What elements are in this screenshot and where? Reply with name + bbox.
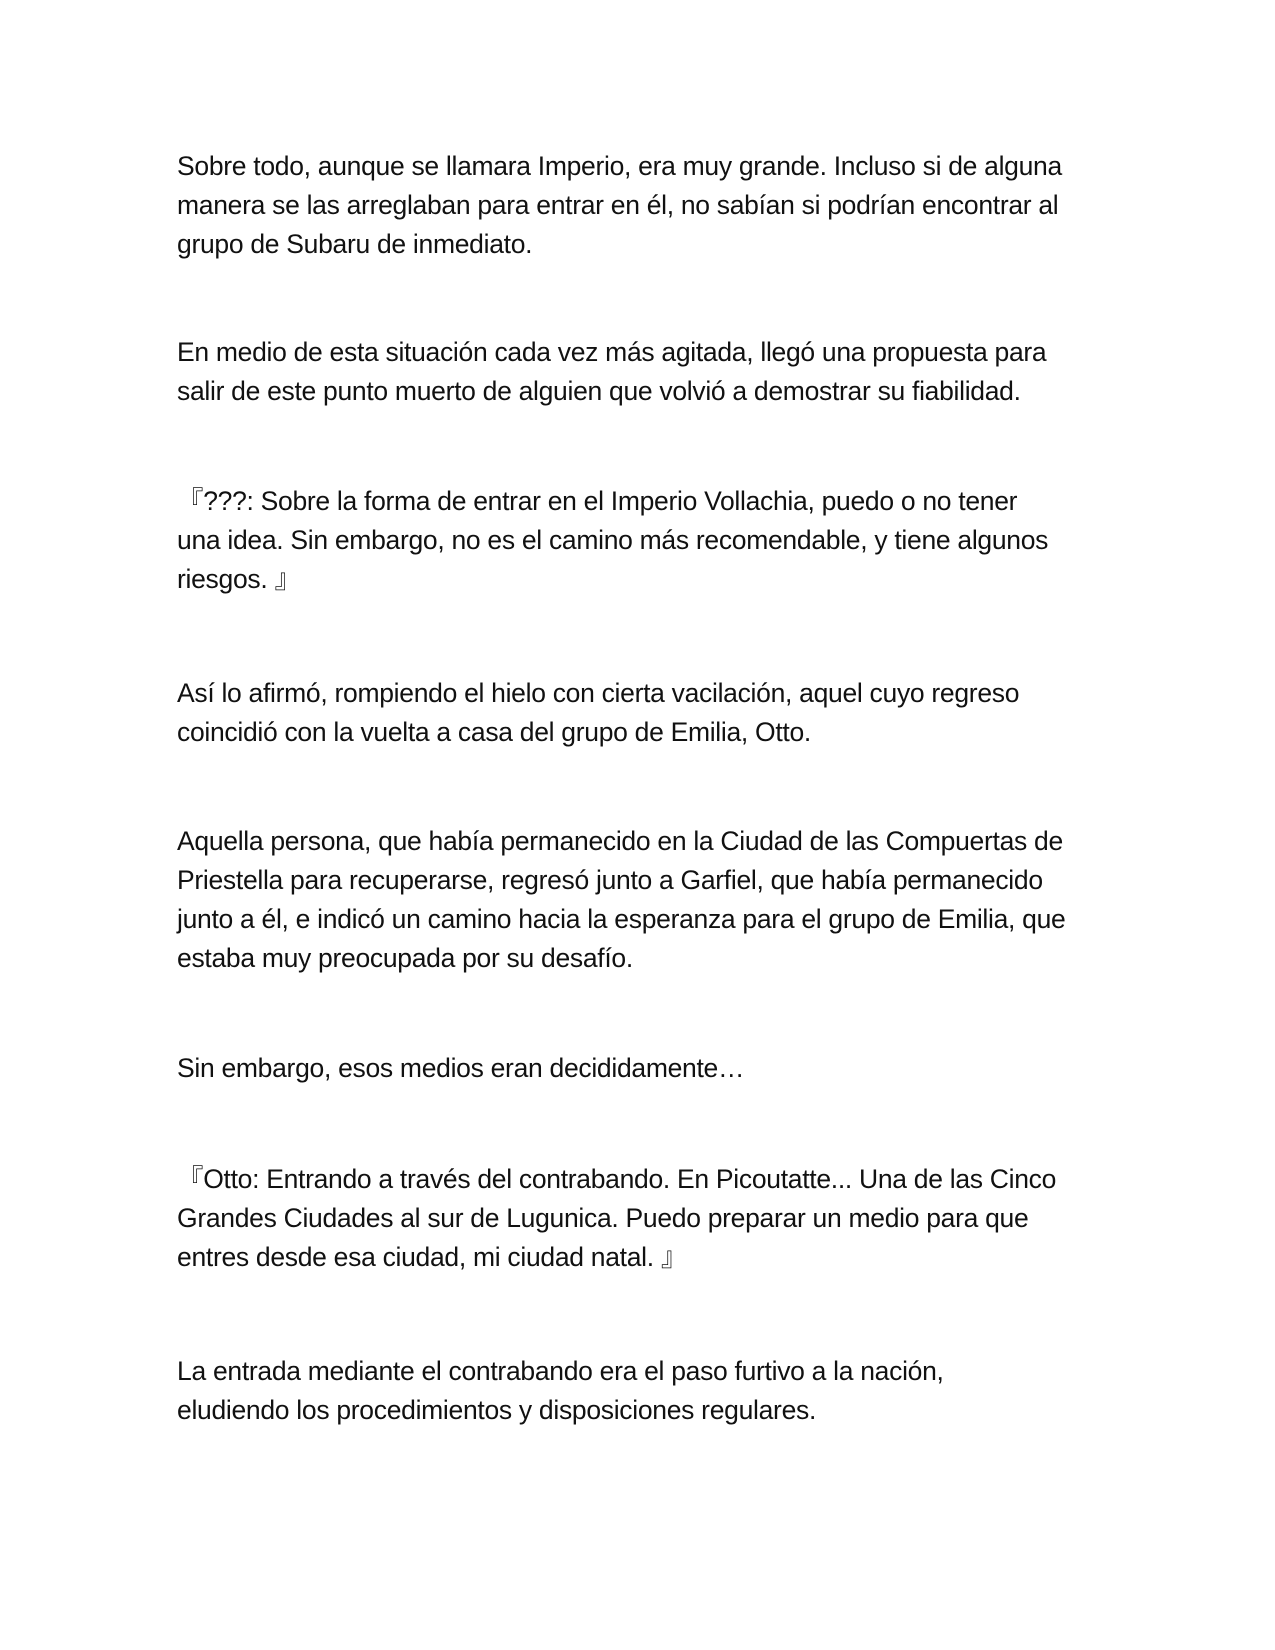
paragraph-line: riesgos. 』 <box>177 564 301 594</box>
paragraph-8 <box>177 1352 1097 1430</box>
paragraph-1 <box>177 147 1097 264</box>
paragraph-line: 『Otto: Entrando a través del contrabando. En Picoutatte... Una de las Cinco <box>177 1164 1057 1194</box>
dialogue-paragraph-1 <box>177 482 1097 599</box>
paragraph-line: Grandes Ciudades al sur de Lugunica. Puedo preparar un medio para que <box>177 1203 1029 1233</box>
paragraph-line: 『???: Sobre la forma de entrar en el Imperio Vollachia, puedo o no tener <box>177 486 1018 516</box>
paragraph-2 <box>177 333 1097 411</box>
paragraph-line: entres desde esa ciudad, mi ciudad natal. 』 <box>177 1242 688 1272</box>
paragraph-line: La entrada mediante el contrabando era el paso furtivo a la nación, <box>177 1356 944 1386</box>
paragraph-line: Aquella persona, que había permanecido en la Ciudad de las Compuertas de <box>177 826 1063 856</box>
paragraph-line: estaba muy preocupada por su desafío. <box>177 943 633 973</box>
paragraph-line: Sin embargo, esos medios eran decididamente… <box>177 1053 745 1083</box>
dialogue-paragraph-2 <box>177 1160 1097 1277</box>
paragraph-line: grupo de Subaru de inmediato. <box>177 229 533 259</box>
paragraph-4 <box>177 674 1097 752</box>
paragraph-line: Así lo afirmó, rompiendo el hielo con cierta vacilación, aquel cuyo regreso <box>177 678 1020 708</box>
paragraph-line: junto a él, e indicó un camino hacia la esperanza para el grupo de Emilia, que <box>177 904 1066 934</box>
paragraph-line: Priestella para recuperarse, regresó junto a Garfiel, que había permanecido <box>177 865 1043 895</box>
paragraph-line: En medio de esta situación cada vez más agitada, llegó una propuesta para <box>177 337 1047 367</box>
paragraph-line: una idea. Sin embargo, no es el camino más recomendable, y tiene algunos <box>177 525 1049 555</box>
paragraph-line: manera se las arreglaban para entrar en él, no sabían si podrían encontrar al <box>177 190 1059 220</box>
paragraph-line: salir de este punto muerto de alguien que volvió a demostrar su fiabilidad. <box>177 376 1021 406</box>
paragraph-line: eludiendo los procedimientos y disposiciones regulares. <box>177 1395 817 1425</box>
paragraph-line: coincidió con la vuelta a casa del grupo de Emilia, Otto. <box>177 717 811 747</box>
paragraph-5 <box>177 822 1097 978</box>
paragraph-6 <box>177 1049 1097 1088</box>
paragraph-line: Sobre todo, aunque se llamara Imperio, era muy grande. Incluso si de alguna <box>177 151 1062 181</box>
